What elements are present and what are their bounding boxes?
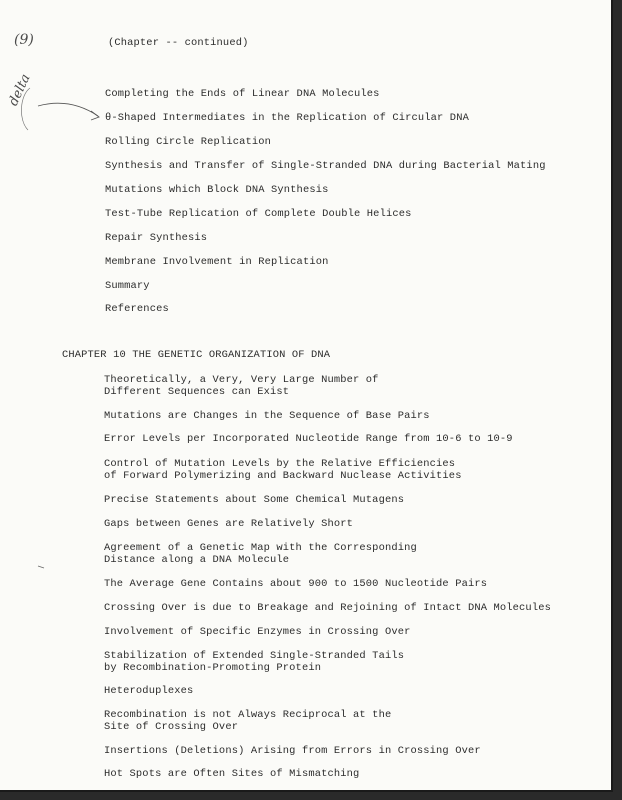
section-item: Stabilization of Extended Single-Stranded Tails [104, 650, 405, 662]
section-item: The Average Gene Contains about 900 to 1500 Nucleotide Pairs [104, 578, 488, 590]
section-item: Completing the Ends of Linear DNA Molecules [105, 88, 380, 100]
section-item: Error Levels per Incorporated Nucleotide Range from 10-6 to 10-9 [104, 433, 513, 445]
section-item: Insertions (Deletions) Arising from Errors in Crossing Over [104, 745, 481, 757]
margin-note: delta [6, 71, 34, 109]
section-item: Hot Spots are Often Sites of Mismatching [104, 768, 360, 780]
section-item: Rolling Circle Replication [105, 136, 272, 148]
section-item: Crossing Over is due to Breakage and Rejoining of Intact DNA Molecules [104, 602, 551, 614]
handwritten-page-number: (9) [14, 32, 34, 48]
page-header: (Chapter -- continued) [108, 37, 249, 49]
section-item: Recombination is not Always Reciprocal at the [104, 709, 392, 721]
section-item: Repair Synthesis [105, 232, 208, 244]
section-item: Mutations are Changes in the Sequence of Base Pairs [104, 410, 430, 422]
section-item: Distance along a DNA Molecule [104, 554, 290, 566]
section-item: Precise Statements about Some Chemical Mutagens [104, 494, 405, 506]
section-item: Test-Tube Replication of Complete Double Helices [105, 208, 412, 220]
section-item: θ-Shaped Intermediates in the Replication of Circular DNA [105, 112, 469, 124]
section-item: Summary [105, 280, 150, 292]
section-item: Site of Crossing Over [104, 721, 239, 733]
section-item: Mutations which Block DNA Synthesis [105, 184, 329, 196]
section-item: References [105, 303, 169, 315]
section-item: Agreement of a Genetic Map with the Corresponding [104, 542, 417, 554]
section-item: Different Sequences can Exist [104, 386, 290, 398]
section-item: of Forward Polymerizing and Backward Nuclease Activities [104, 470, 462, 482]
section-item: Membrane Involvement in Replication [105, 256, 329, 268]
chapter-10-heading: CHAPTER 10 THE GENETIC ORGANIZATION OF DNA [62, 349, 331, 361]
section-item: Gaps between Genes are Relatively Short [104, 518, 354, 530]
section-item: by Recombination-Promoting Protein [104, 662, 322, 674]
section-item: Synthesis and Transfer of Single-Stranded DNA during Bacterial Mating [105, 160, 546, 172]
section-item: Control of Mutation Levels by the Relative Efficiencies [104, 458, 456, 470]
section-item: Theoretically, a Very, Very Large Number of [104, 374, 379, 386]
section-item: Involvement of Specific Enzymes in Crossing Over [104, 626, 411, 638]
section-item: Heteroduplexes [104, 685, 194, 697]
